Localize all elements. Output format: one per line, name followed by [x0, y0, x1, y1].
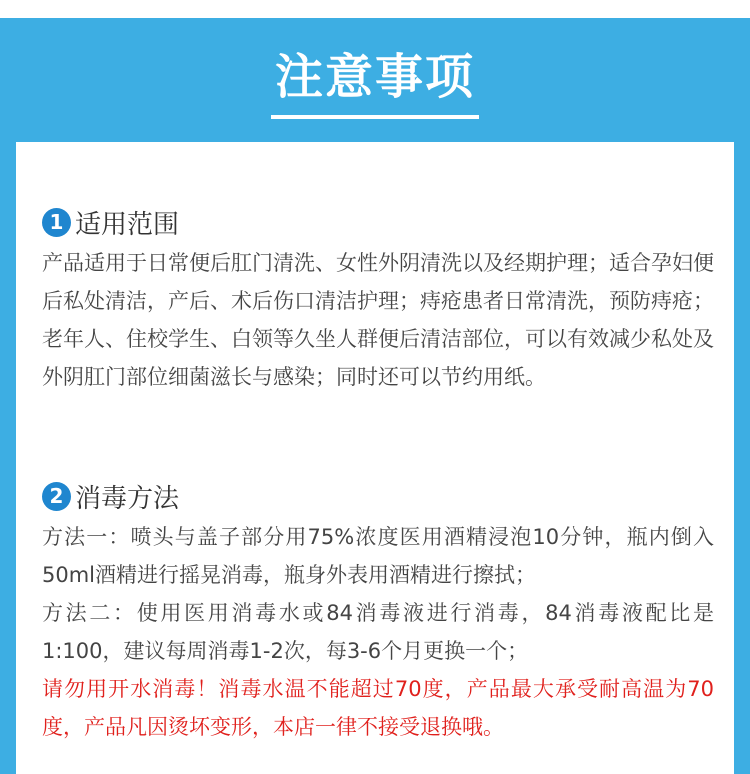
title-area — [0, 18, 750, 142]
number-badge-icon: 2 — [42, 482, 71, 511]
section-body — [42, 244, 714, 396]
method-one-text: 方法一：喷头与盖子部分用75%浓度医用酒精浸泡10分钟，瓶内倒入50ml酒精进行摇晃消毒，瓶身外表用酒精进行擦拭； — [42, 525, 714, 587]
content-card — [16, 142, 734, 774]
section-scope — [42, 202, 714, 396]
scope-paragraph: 产品适用于日常便后肛门清洗、女性外阴清洗以及经期护理；适合孕妇便后私处清洁，产后、术后伤口清洁护理；痔疮患者日常清洗，预防痔疮；老年人、住校学生、白领等久坐人群便后清洁部位，可以有效减少私处及外阴肛门部位细菌滋长与感染；同时还可以节约用纸。 — [42, 251, 714, 389]
section-heading — [42, 476, 714, 516]
page-title: 注意事项 — [271, 51, 479, 120]
section-title: 消毒方法 — [75, 483, 180, 514]
number-badge-icon: 1 — [42, 208, 71, 237]
section-body — [42, 518, 714, 746]
warning-text: 请勿用开水消毒！消毒水温不能超过70度，产品最大承受耐高温为70度，产品凡因烫坏变形，本店一律不接受退换哦。 — [42, 677, 714, 739]
section-disinfection — [42, 476, 714, 746]
section-heading — [42, 202, 714, 242]
section-title: 适用范围 — [75, 209, 180, 240]
method-two-text: 方法二：使用医用消毒水或84消毒液进行消毒，84消毒液配比是1:100，建议每周消毒1-2次，每3-6个月更换一个； — [42, 601, 714, 663]
